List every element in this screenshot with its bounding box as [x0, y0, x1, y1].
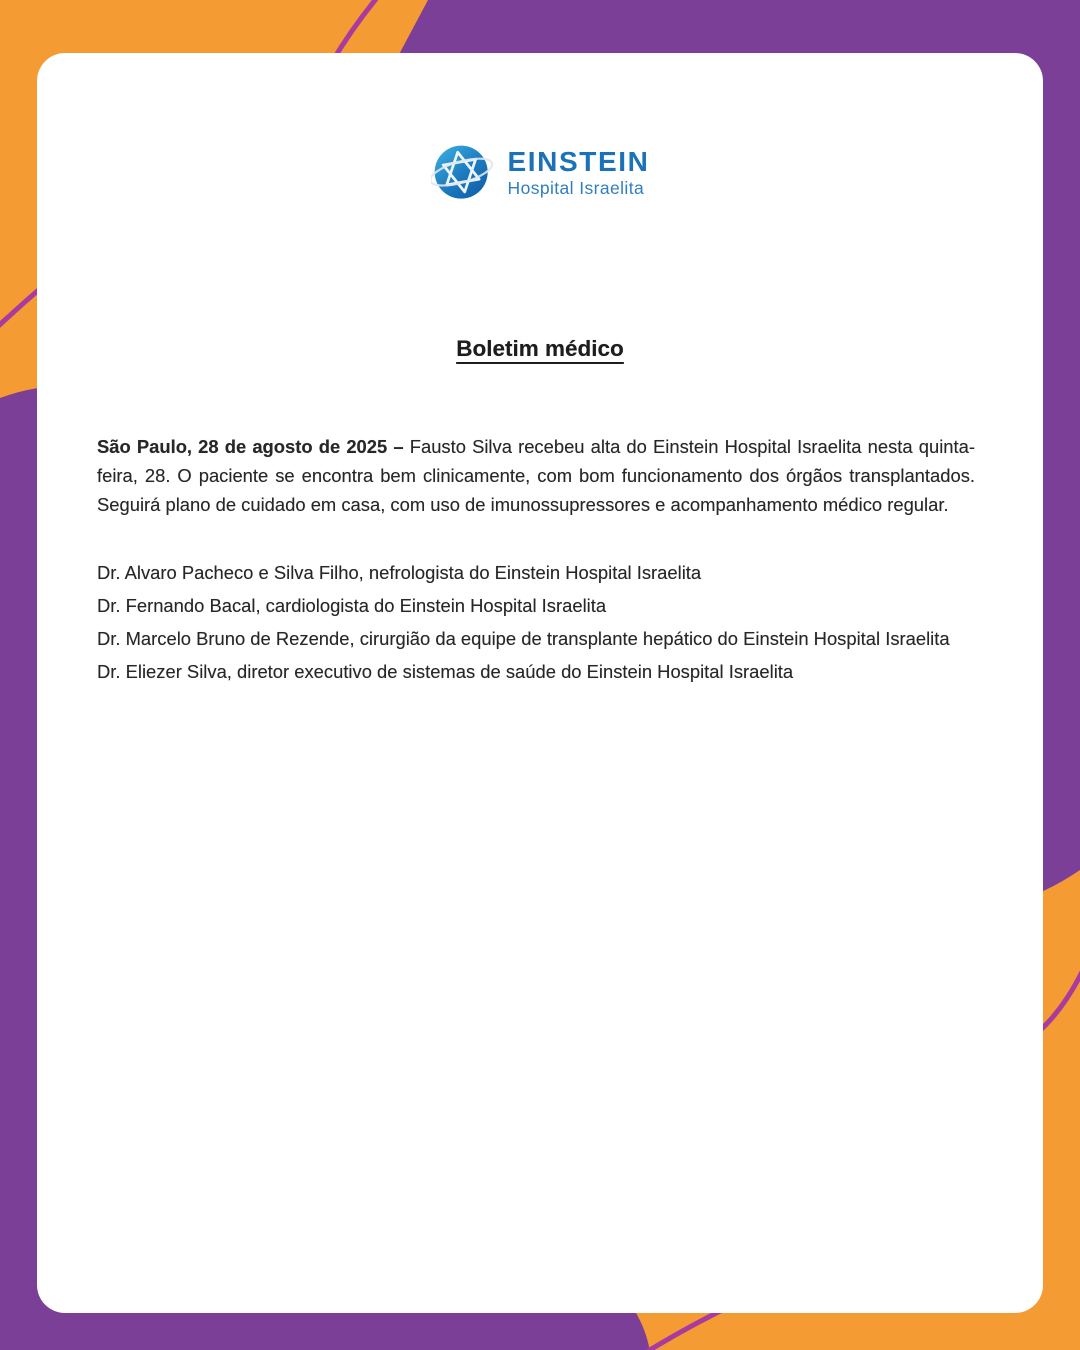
bulletin-content — [97, 432, 975, 691]
hospital-logo-text — [508, 148, 650, 198]
signatory-item: Dr. Alvaro Pacheco e Silva Filho, nefrologista do Einstein Hospital Israelita — [97, 562, 702, 583]
bulletin-paragraph — [97, 432, 975, 519]
signatory-item: Dr. Marcelo Bruno de Rezende, cirurgião da equipe de transplante hepático do Einstein Hospital Israelita — [97, 628, 950, 649]
hospital-logo-subtitle: Hospital Israelita — [507, 178, 645, 199]
bulletin-title: Boletim médico — [456, 336, 624, 361]
signatory-item: Dr. Fernando Bacal, cardiologista do Einstein Hospital Israelita — [97, 595, 607, 616]
hospital-logo-brand: EINSTEIN — [507, 146, 650, 178]
signatory-list — [97, 559, 975, 686]
bulletin-body-text: Fausto Silva recebeu alta do Einstein Hospital Israelita nesta quinta-feira, 28. O paciente se encontra bem clinicamente, com bom funcionamento dos órgãos transplantados. Seguirá plano de cuidado em casa, com uso de imunossupressores e acompanhamento médico regular. — [97, 436, 975, 515]
bulletin-dateline: São Paulo, 28 de agosto de 2025 – — [97, 436, 404, 457]
document-card — [37, 53, 1043, 1313]
signatory-item: Dr. Eliezer Silva, diretor executivo de sistemas de saúde do Einstein Hospital Israelita — [97, 661, 794, 682]
einstein-globe-star-of-david-icon — [431, 141, 495, 205]
hospital-logo — [37, 141, 1043, 205]
